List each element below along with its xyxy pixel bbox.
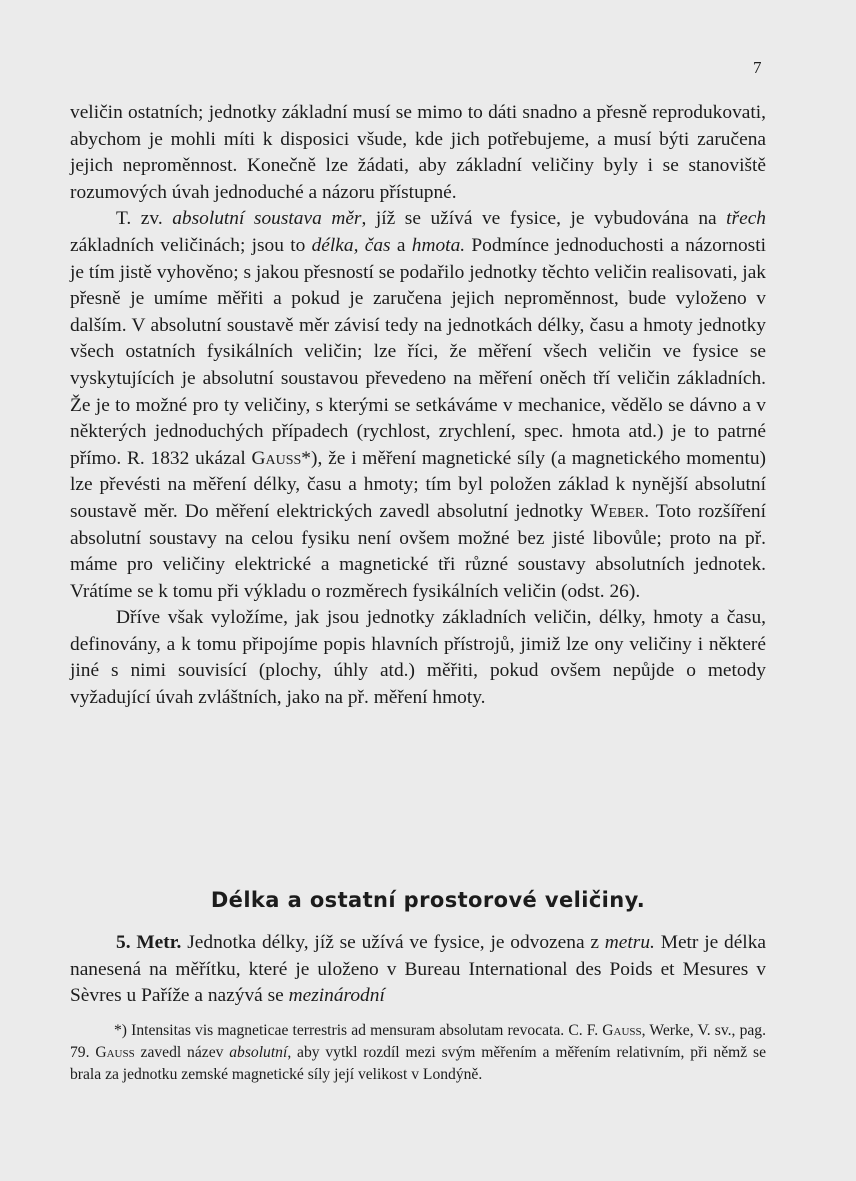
author-name: Gauss [251,447,302,469]
section-text [70,930,766,1010]
text-run: T. zv. [116,208,173,230]
text-run: Podmínce jednoduchosti a názornosti je tím jistě vyhověno; s jakou přesností se podařilo jednotky těchto veličin realisovati, jak přesně je umíme měřiti a pokud je zaručena jejich neproměnnost, bude vyloženo v dalším. V absolutní soustavě měr závisí tedy na jednotkách délky, času a hmoty jednotky všech ostatních fysikálních veličin; lze říci, že měření všech veličin ve fysice se vyskytujících je absolutní soustavou převedeno na měření oněch tří veličin základních. Že je to možné pro ty veličiny, s kterými se setkáváme v mechanice, vědělo se dávno a v některých jednoduchých případech (rychlost, zrychlení, spec. hmota atd.) je to patrné přímo. R. 1832 ukázal [70,234,766,469]
author-name: Gauss [602,1022,642,1039]
text-run: zavedl název [134,1043,230,1061]
paragraph-3: Dříve však vyložíme, jak jsou jednotky základních veličin, délky, hmoty a času, definovány, a k tomu připojíme popis hlavních přístrojů, jimiž lze ony veličiny i některé jiné s nimi souvisící (plochy, úhly atd.) měřiti, pokud ovšem nepůjde o metody vyžadující úvah zvláštních, jako na př. měření hmoty. [70,607,766,709]
text-run: , aby vytkl rozdíl mezi svým měřením a měřením relativním, při němž se brala za jednotku zemské magnetické síly její velikost v Londýně. [70,1043,766,1083]
text-run: základních veličinách; jsou to [70,234,312,256]
section-label: 5. Metr. [116,932,182,953]
section-paragraph [70,930,766,1010]
emphasis: metru. [604,932,655,953]
text-run: a [390,234,412,256]
text-run: Jednotka délky, jíž se užívá ve fysice, je odvozena z [181,932,605,953]
emphasis: délka, čas [311,234,391,256]
paragraph-2 [70,206,766,605]
author-name: Gauss [95,1043,135,1061]
footnote [70,1020,766,1085]
emphasis: absolutní [229,1043,288,1061]
emphasis: hmota. [411,234,466,256]
page-number: 7 [753,58,762,77]
text-run: . Toto rozšíření absolutní soustavy na celou fysiku není ovšem možné bez jisté libovůle; proto na př. máme pro veličiny elektrické a magnetické tři různé soustavy absolutních jednotek. Vrátíme se k tomu při výkladu o rozměrech fysikálních veličin (odst. 26). [70,500,766,602]
text-run: Metr je délka nanesená na měřítku, které je uloženo v Bureau International des Poids et Mesures v Sèvres u Paříže a nazývá se [70,932,766,1007]
emphasis: absolutní soustava měr [172,208,362,230]
text-run: *) Intensitas vis magneticae terrestris ad mensuram absolutam revocata. C. F. [114,1022,603,1039]
section-heading: Délka a ostatní prostorové veličiny. [210,888,646,912]
paragraph-1: veličin ostatních; jednotky základní musí se mimo to dáti snadno a přesně reprodukovati, abychom je mohli míti k disposici všude, kde jich potřebujeme, a musí býti zaručena jejich neproměnnost. Konečně lze žádati, aby základní veličiny byly i se stanoviště rozumových úvah jednoduché a názoru přístupné. [70,102,766,203]
text-run: , jíž se užívá ve fysice, je vybudována na [361,208,727,230]
footnote-text [70,1020,766,1085]
text-run: , Werke, V. sv., pag. 79. [70,1022,766,1061]
author-name: Weber [590,500,645,522]
emphasis: mezinárodní [288,985,385,1007]
main-text [70,100,766,712]
text-run: *), že i měření magnetické síly (a magnetického momentu) lze převésti na měření délky, času a hmoty; tím byl položen základ k nynější absolutní soustavě měr. Do měření elektrických zavedl absolutní jednotky [70,447,766,522]
emphasis: třech [726,208,766,230]
